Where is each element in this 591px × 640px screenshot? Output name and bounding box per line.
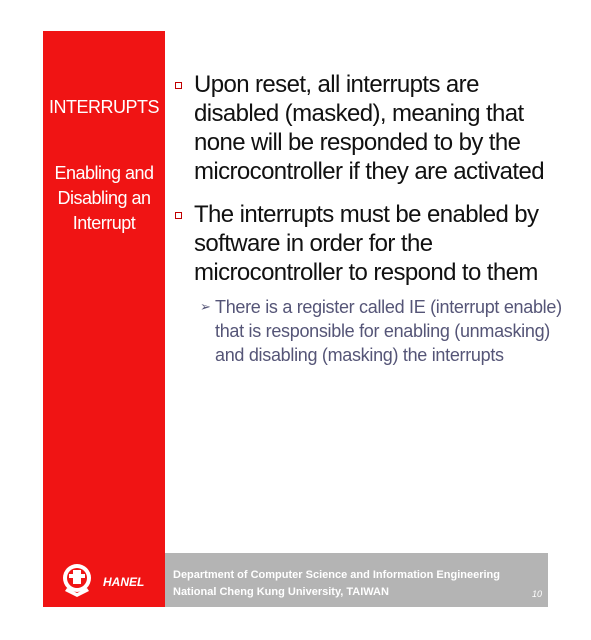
author-name: HANEL — [103, 575, 145, 589]
university-seal-icon — [59, 561, 95, 599]
footer-logo-box — [43, 553, 165, 607]
slide-content — [172, 70, 562, 367]
page-number: 10 — [531, 589, 542, 599]
bullet-text: Upon reset, all interrupts are disabled (masked), meaning that none will be responded to by the microcontroller if they are activated — [194, 71, 544, 185]
footer-bar — [165, 553, 548, 607]
arrow-bullet-icon: ➢ — [200, 299, 211, 314]
bullet-text: The interrupts must be enabled by software in order for the microcontroller to respond to them — [194, 201, 539, 286]
square-bullet-icon — [175, 212, 182, 219]
department-text: Department of Computer Science and Information Engineering — [173, 569, 500, 581]
square-bullet-icon — [175, 82, 182, 89]
sub-bullet-text: There is a register called IE (interrupt enable) that is responsible for enabling (unmasking) and disabling (masking) the interrupts — [215, 297, 562, 365]
university-text: National Cheng Kung University, TAIWAN — [173, 586, 389, 598]
sidebar-panel — [43, 31, 165, 553]
slide-topic: Enabling and Disabling an Interrupt — [54, 163, 154, 233]
section-title: INTERRUPTS — [48, 97, 159, 117]
sub-bullet-item — [200, 295, 562, 367]
bullet-item — [172, 200, 562, 287]
bullet-item — [172, 70, 562, 186]
